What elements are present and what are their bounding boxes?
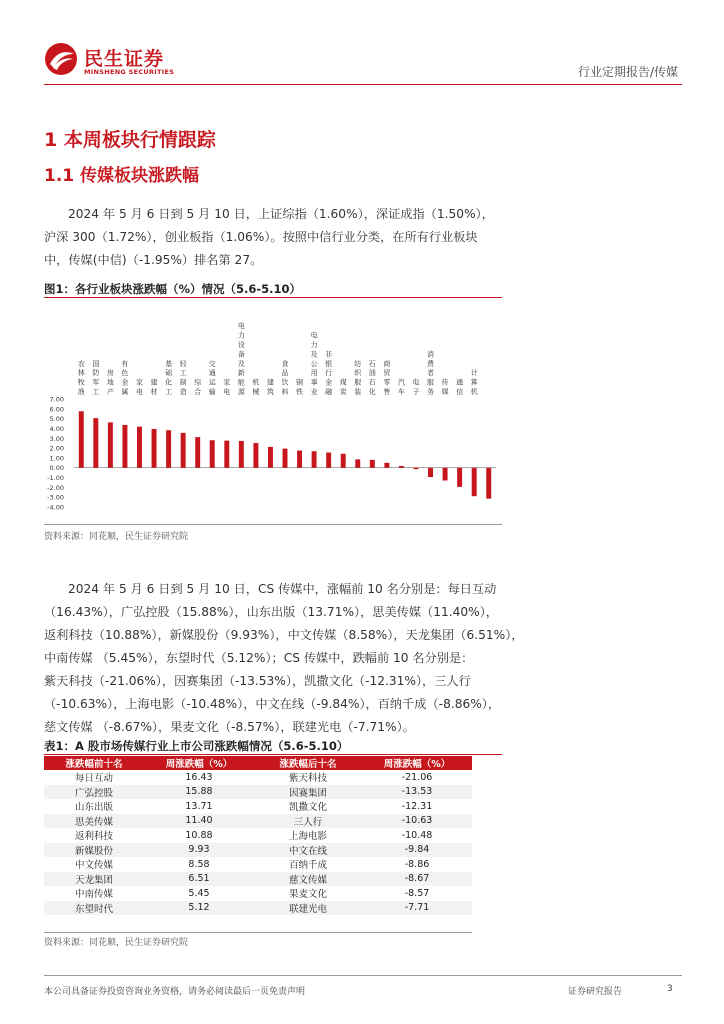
chart-bar [239, 441, 244, 468]
loser-pct: -21.06 [401, 771, 433, 783]
y-tick-label: -3.00 [47, 493, 64, 502]
figure-source-rule [44, 524, 502, 525]
category-label: 电子 [412, 378, 420, 396]
category-label: 综合 [194, 378, 202, 396]
gainer-name: 中文传媒 [74, 860, 113, 872]
category-label: 煤炭 [339, 378, 347, 396]
gainer-pct: 6.51 [144, 872, 254, 887]
table-title-rule [44, 754, 502, 755]
subsection-heading: 1.1 传媒板块涨跌幅 [44, 166, 200, 186]
category-label: 建材 [150, 378, 158, 396]
paragraph-line: 返利科技（10.88%），新媒股份（9.93%），中文传媒（8.58%），天龙集团（6.51%）， [44, 628, 524, 642]
footer-divider [44, 975, 682, 976]
category-label: 通信 [456, 378, 464, 396]
footer-disclaimer: 本公司具备证券投资咨询业务资格，请务必阅读最后一页免责声明 [44, 987, 306, 997]
category-label: 机械 [252, 378, 260, 396]
chart-bar [253, 443, 258, 468]
gainer-name: 每日互动 [74, 773, 113, 785]
table-row [44, 799, 472, 814]
chart-bar [457, 468, 462, 487]
y-tick-label: -4.00 [47, 503, 64, 512]
y-tick-label: 3.00 [49, 434, 64, 443]
paragraph-line: （16.43%），广弘控股（15.88%），山东出版（13.71%），思美传媒（11.40%）， [44, 605, 498, 619]
loser-name: 慈文传媒 [254, 872, 362, 887]
gainer-pct: 8.58 [188, 858, 210, 870]
category-label: 家电 [135, 378, 143, 396]
table-title: 表1：A 股市场传媒行业上市公司涨跌幅情况（5.6-5.10） [44, 739, 349, 753]
chart-bar [166, 430, 171, 468]
y-tick-label: 7.00 [49, 395, 64, 404]
category-label: 交通运输 [208, 359, 216, 396]
loser-pct: -13.53 [362, 785, 472, 800]
loser-pct: -9.84 [362, 843, 472, 858]
table-row [44, 785, 472, 800]
chart-bar [283, 449, 288, 468]
y-tick-label: -1.00 [47, 474, 64, 483]
header-divider [44, 84, 682, 85]
paragraph-line: 2024 年 5 月 6 日到 5 月 10 日，CS 传媒中，涨幅前 10 名分别是：每日互动 [68, 582, 497, 596]
loser-name: 紫天科技 [288, 773, 327, 785]
col-header-losers: 涨跌幅后十名 [254, 756, 362, 770]
category-label: 钢铁 [296, 378, 304, 396]
chart-bar [326, 453, 331, 468]
table-row [44, 770, 472, 785]
gainer-name: 广弘控股 [44, 785, 144, 800]
footer-report-type: 证券研究报告 [568, 987, 623, 997]
chart-bar [428, 468, 433, 477]
category-label: 非银行金融 [325, 350, 333, 396]
y-tick-label: 4.00 [49, 424, 64, 433]
chart-bar [195, 437, 200, 468]
stock-movers-table [44, 756, 472, 915]
table-row [44, 901, 472, 916]
report-category: 行业定期报告/传媒 [577, 65, 678, 79]
category-label: 轻工制造 [179, 359, 187, 396]
category-label: 房地产 [106, 369, 114, 396]
paragraph-line: 中，传媒(中信)（-1.95%）排名第 27。 [44, 253, 263, 267]
table-row [44, 872, 472, 887]
col-header-gainers: 涨跌幅前十名 [44, 756, 144, 770]
category-label: 商贸零售 [383, 359, 391, 396]
table-row [44, 857, 472, 872]
loser-name: 果麦文化 [288, 889, 327, 901]
category-label: 食品饮料 [281, 359, 289, 396]
paragraph-line: 2024 年 5 月 6 日到 5 月 10 日，上证综指（1.60%），深证成指（1.50%）， [68, 207, 494, 221]
section-heading: 1 本周板块行情跟踪 [44, 129, 216, 151]
category-label: 国防军工 [92, 359, 100, 396]
chart-bar [79, 411, 84, 467]
chart-bar [108, 422, 113, 467]
table-source: 资料来源：同花顺，民生证券研究院 [44, 938, 189, 948]
loser-name: 上海电影 [288, 831, 327, 843]
chart-bar [152, 429, 157, 468]
category-label: 电力及公用事业 [310, 331, 318, 396]
chart-bar [224, 441, 229, 468]
table-row [44, 843, 472, 858]
category-label: 家电 [223, 378, 231, 396]
gainer-name: 中南传媒 [74, 889, 113, 901]
chart-bar [413, 468, 418, 469]
category-label: 石油石化 [368, 359, 376, 396]
gainer-name: 山东出版 [74, 802, 113, 814]
gainer-name: 返利科技 [74, 831, 113, 843]
y-tick-label: 5.00 [49, 415, 64, 424]
loser-pct: -8.57 [404, 887, 430, 899]
category-label: 有色金属 [121, 359, 129, 396]
loser-pct: -10.63 [362, 814, 472, 829]
chart-bar [486, 468, 491, 499]
loser-name: 中文在线 [254, 843, 362, 858]
figure-title: 图1：各行业板块涨跌幅（%）情况（5.6-5.10） [44, 282, 302, 296]
page-number: 3 [667, 984, 673, 994]
chart-bar [312, 451, 317, 467]
table-row [44, 886, 472, 901]
loser-pct: -7.71 [362, 901, 472, 916]
y-tick-label: 1.00 [49, 454, 64, 463]
loser-name: 联建光电 [254, 901, 362, 916]
gainer-pct: 11.40 [144, 814, 254, 829]
y-tick-label: -2.00 [47, 483, 64, 492]
chart-bar [181, 433, 186, 468]
gainer-name: 天龙集团 [44, 872, 144, 887]
chart-bar [268, 447, 273, 468]
table-source-rule [44, 932, 472, 933]
chart-bar [370, 460, 375, 468]
category-label: 汽车 [397, 378, 405, 396]
category-label: 消费者服务 [427, 350, 435, 396]
table-row [44, 814, 472, 829]
gainer-name: 思美传媒 [44, 814, 144, 829]
gainer-pct: 5.12 [144, 901, 254, 916]
category-label: 电力设备及新能源 [237, 322, 245, 396]
chart-bar [93, 418, 98, 468]
loser-name: 凯撒文化 [288, 802, 327, 814]
category-label: 纺织服装 [354, 359, 362, 396]
gainer-pct: 16.43 [185, 771, 213, 783]
paragraph-line: 沪深 300（1.72%），创业板指（1.06%）。按照中信行业分类，在所有行业板块 [44, 230, 478, 244]
category-label: 计算机 [470, 369, 478, 396]
chart-bar [341, 454, 346, 468]
logo-english-name: MINSHENG SECURITIES [84, 68, 175, 76]
loser-pct: -12.31 [401, 800, 433, 812]
table-row [44, 828, 472, 843]
gainer-pct: 5.45 [188, 887, 210, 899]
gainer-name: 东望时代 [44, 901, 144, 916]
chart-bar [122, 425, 127, 468]
chart-bar [399, 466, 404, 468]
gainer-pct: 15.88 [144, 785, 254, 800]
chart-bar [297, 451, 302, 468]
category-label: 基础化工 [165, 359, 173, 396]
table-header-row [44, 756, 472, 770]
gainer-pct: 13.71 [185, 800, 213, 812]
figure-source: 资料来源：同花顺，民生证券研究院 [44, 532, 189, 542]
gainer-pct: 9.93 [144, 843, 254, 858]
chart-bar [443, 468, 448, 481]
stock-movers-paragraph [44, 578, 680, 739]
loser-name: 百纳千成 [288, 860, 327, 872]
col-header-gain-pct: 周涨跌幅（%） [144, 756, 254, 770]
logo-chinese-name: 民生证券 [84, 48, 165, 70]
loser-name: 因赛集团 [254, 785, 362, 800]
category-label: 农林牧渔 [77, 359, 85, 396]
gainer-name: 新媒股份 [44, 843, 144, 858]
category-label: 建筑 [266, 378, 274, 396]
loser-name: 三人行 [254, 814, 362, 829]
chart-bar [137, 427, 142, 468]
gainer-pct: 10.88 [185, 829, 213, 841]
y-tick-label: 0.00 [49, 464, 64, 473]
y-tick-label: 2.00 [49, 444, 64, 453]
loser-pct: -8.86 [404, 858, 430, 870]
col-header-loss-pct: 周涨跌幅（%） [362, 756, 472, 770]
paragraph-line: 中南传媒 （5.45%），东望时代（5.12%）；CS 传媒中，跌幅前 10 名分别是： [44, 651, 474, 665]
paragraph-line: 慈文传媒 （-8.67%），果麦文化（-8.57%），联建光电（-7.71%）。 [44, 720, 415, 734]
industry-bar-chart [44, 298, 502, 523]
loser-pct: -10.48 [401, 829, 433, 841]
minsheng-logo-icon [44, 42, 78, 76]
paragraph-line: 紫天科技（-21.06%），因赛集团（-13.53%），凯撒文化（-12.31%），三人行 [44, 674, 471, 688]
y-tick-label: 6.00 [49, 405, 64, 414]
loser-pct: -8.67 [362, 872, 472, 887]
index-summary-paragraph [44, 203, 680, 272]
chart-bar [472, 468, 477, 496]
chart-bar [210, 440, 215, 467]
chart-bar [355, 459, 360, 467]
paragraph-line: （-10.63%），上海电影（-10.48%），中文在线（-9.84%），百纳千成（-8.86%）， [44, 697, 501, 711]
chart-bar [384, 463, 389, 468]
category-label: 传媒 [441, 378, 449, 396]
